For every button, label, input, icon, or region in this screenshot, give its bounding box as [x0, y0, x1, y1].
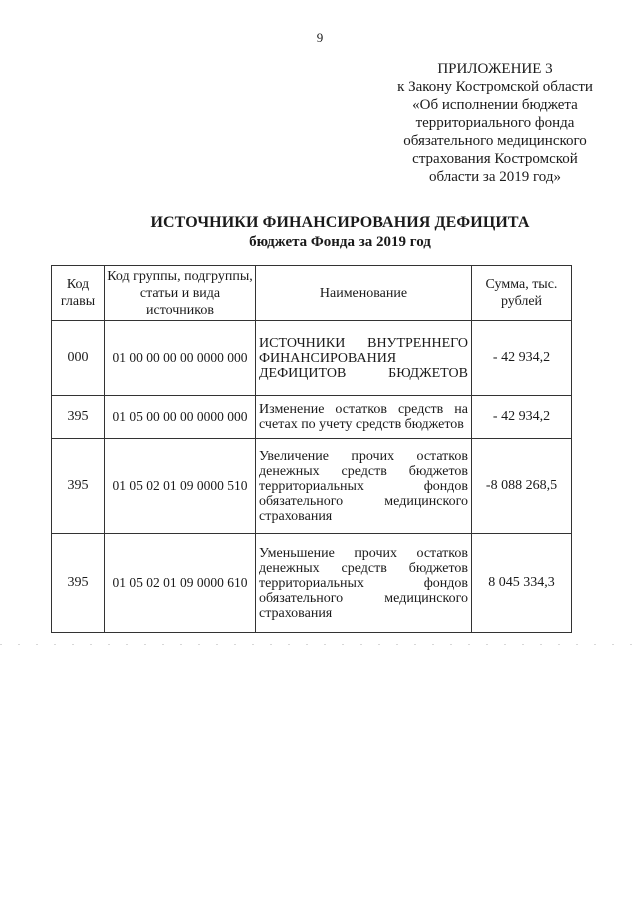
cell-name: ИСТОЧНИКИ ВНУТРЕННЕГО ФИНАНСИРОВАНИЯ ДЕФИЦИТОВ БЮДЖЕТОВ — [256, 321, 472, 396]
cell-sum: -8 088 268,5 — [472, 439, 572, 534]
cell-chapter-code: 395 — [52, 396, 105, 439]
header-chapter-code: Код главы — [52, 266, 105, 321]
appendix-line: страхования Костромской — [412, 151, 578, 167]
cell-source-code: 01 05 00 00 00 0000 000 — [105, 396, 256, 439]
document-subtitle: бюджета Фонда за 2019 год — [249, 234, 431, 250]
table-header-row — [52, 266, 572, 321]
table-row — [52, 321, 572, 396]
page-number: 9 — [316, 30, 324, 45]
cell-chapter-code: 395 — [52, 534, 105, 633]
cell-name: Увеличение прочих остатков денежных средств бюджетов территориальных фондов обязательного медицинского страхования — [256, 439, 472, 534]
header-name: Наименование — [256, 266, 472, 321]
cell-source-code: 01 05 02 01 09 0000 510 — [105, 439, 256, 534]
financing-sources-table — [51, 265, 572, 633]
cell-name: Изменение остатков средств на счетах по учету средств бюджетов — [256, 396, 472, 439]
table-row — [52, 439, 572, 534]
appendix-line: к Закону Костромской области — [397, 79, 593, 95]
appendix-line: «Об исполнении бюджета — [412, 97, 578, 113]
cell-chapter-code: 395 — [52, 439, 105, 534]
table-row — [52, 534, 572, 633]
appendix-line: области за 2019 год» — [429, 169, 561, 185]
cell-sum: - 42 934,2 — [472, 396, 572, 439]
cell-sum: - 42 934,2 — [472, 321, 572, 396]
cell-source-code: 01 05 02 01 09 0000 610 — [105, 534, 256, 633]
appendix-line: обязательного медицинского — [403, 133, 587, 149]
appendix-header — [370, 60, 620, 186]
cell-sum: 8 045 334,3 — [472, 534, 572, 633]
table-row — [52, 396, 572, 439]
document-title: ИСТОЧНИКИ ФИНАНСИРОВАНИЯ ДЕФИЦИТА — [150, 214, 530, 231]
header-sum: Сумма, тыс. рублей — [472, 266, 572, 321]
cell-source-code: 01 00 00 00 00 0000 000 — [105, 321, 256, 396]
cell-name: Уменьшение прочих остатков денежных средств бюджетов территориальных фондов обязательного медицинского страхования — [256, 534, 472, 633]
appendix-line: территориального фонда — [415, 115, 575, 131]
appendix-line: ПРИЛОЖЕНИЕ 3 — [437, 61, 553, 77]
scan-artifact-line — [0, 644, 640, 645]
cell-chapter-code: 000 — [52, 321, 105, 396]
header-source-code: Код группы, подгруппы, статьи и вида источников — [105, 266, 256, 321]
